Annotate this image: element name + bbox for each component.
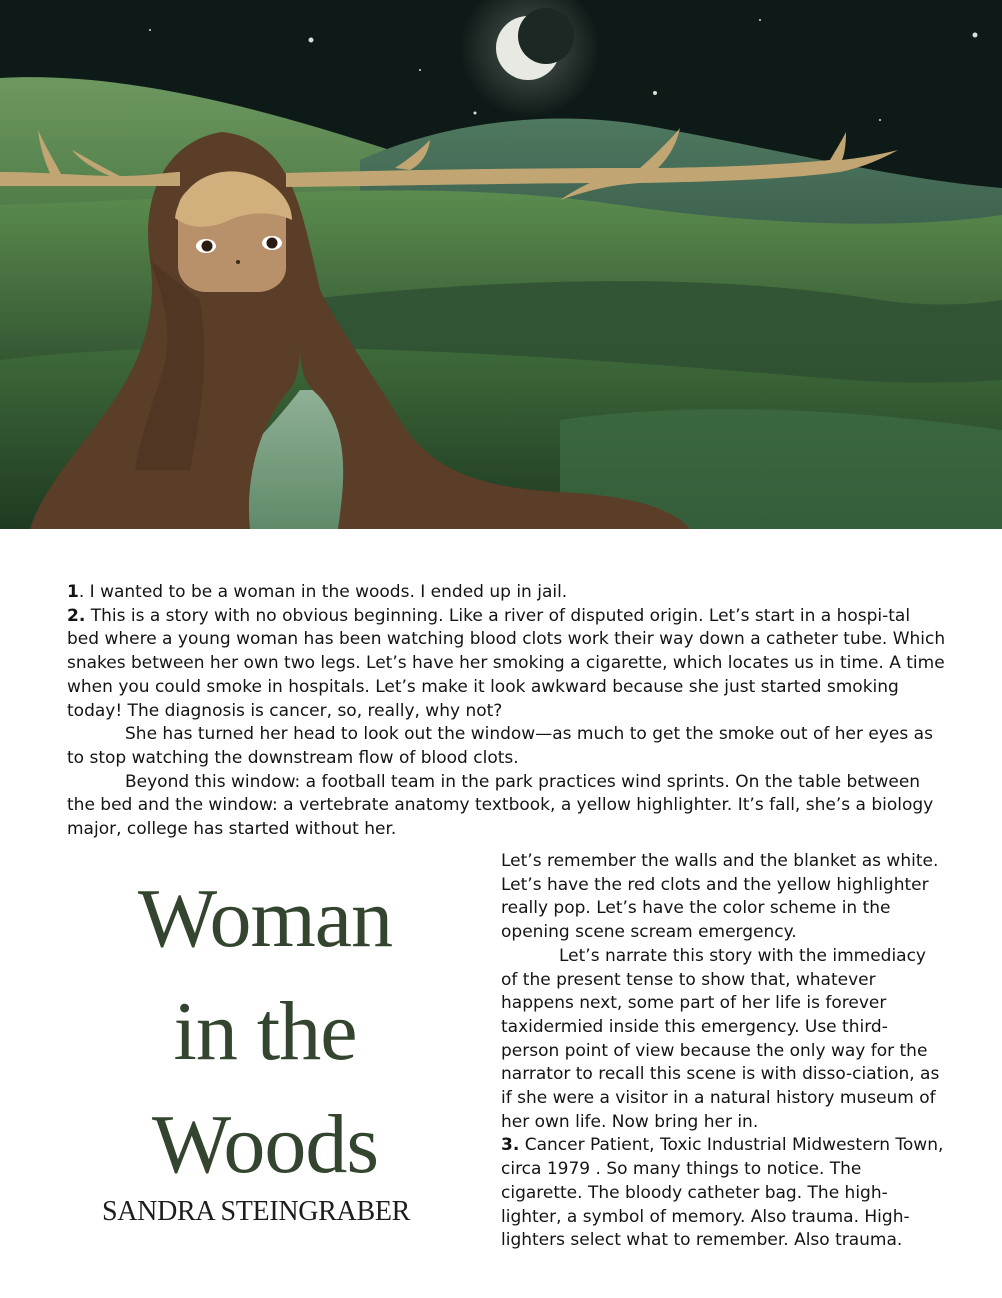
section-number: 1 [67, 582, 79, 602]
header-illustration [0, 0, 1002, 529]
author-byline: SANDRA STEINGRABER [101, 1196, 411, 1227]
intro-text [67, 581, 947, 842]
intro-paragraph-2: 2. This is a story with no obvious beginning. Like a river of disputed origin. Let’s start in a hospi-tal bed where a young woman has been watching blood clots work their way down a catheter tube. Which snakes between her own two legs. Let’s have her smoking a cigarette, which locates us in time. A time when you could smoke in hospitals. Let’s make it look awkward because she just started smoking today! The diagnosis is cancer, so, really, why not? [67, 605, 946, 721]
article-title [60, 862, 470, 1201]
column-paragraph-1: Let’s remember the walls and the blanket as white. Let’s have the red clots and the yellow highlighter really pop. Let’s have the color scheme in the opening scene scream emergency. [501, 851, 939, 943]
nose [236, 260, 240, 264]
section-number: 2. [67, 605, 86, 626]
section-number: 3. [501, 1135, 520, 1156]
right-column-text [501, 850, 946, 1253]
column-paragraph-3: 3. Cancer Patient, Toxic Industrial Midwestern Town, circa 1979 . So many things to notice. The cigarette. The bloody catheter bag. The high-lighter, a symbol of memory. Also trauma. High-lighters select what to remember. Also trauma. [501, 1135, 944, 1251]
intro-paragraph-1: 1. I wanted to be a woman in the woods. I ended up in jail. [67, 582, 568, 602]
intro-paragraph-3: She has turned her head to look out the window—as much to get the smoke out of her eyes as to stop watching the downstream flow of blood clots. [67, 724, 933, 768]
title-line-3: Woods [151, 1098, 379, 1191]
title-line-2: in the [173, 985, 357, 1078]
intro-paragraph-4: Beyond this window: a football team in the park practices wind sprints. On the table between the bed and the window: a vertebrate anatomy textbook, a yellow highlighter. It’s fall, she’s a biology major, college has started without her. [67, 771, 934, 840]
column-paragraph-2: Let’s narrate this story with the immediacy of the present tense to show that, whatever happens next, some part of her life is forever taxidermied inside this emergency. Use third-person point of view because the only way for the narrator to recall this scene is with disso-ciation, as if she were a visitor in a natural history museum of her own life. Now bring her in. [501, 945, 940, 1132]
title-line-1: Woman [137, 872, 393, 965]
